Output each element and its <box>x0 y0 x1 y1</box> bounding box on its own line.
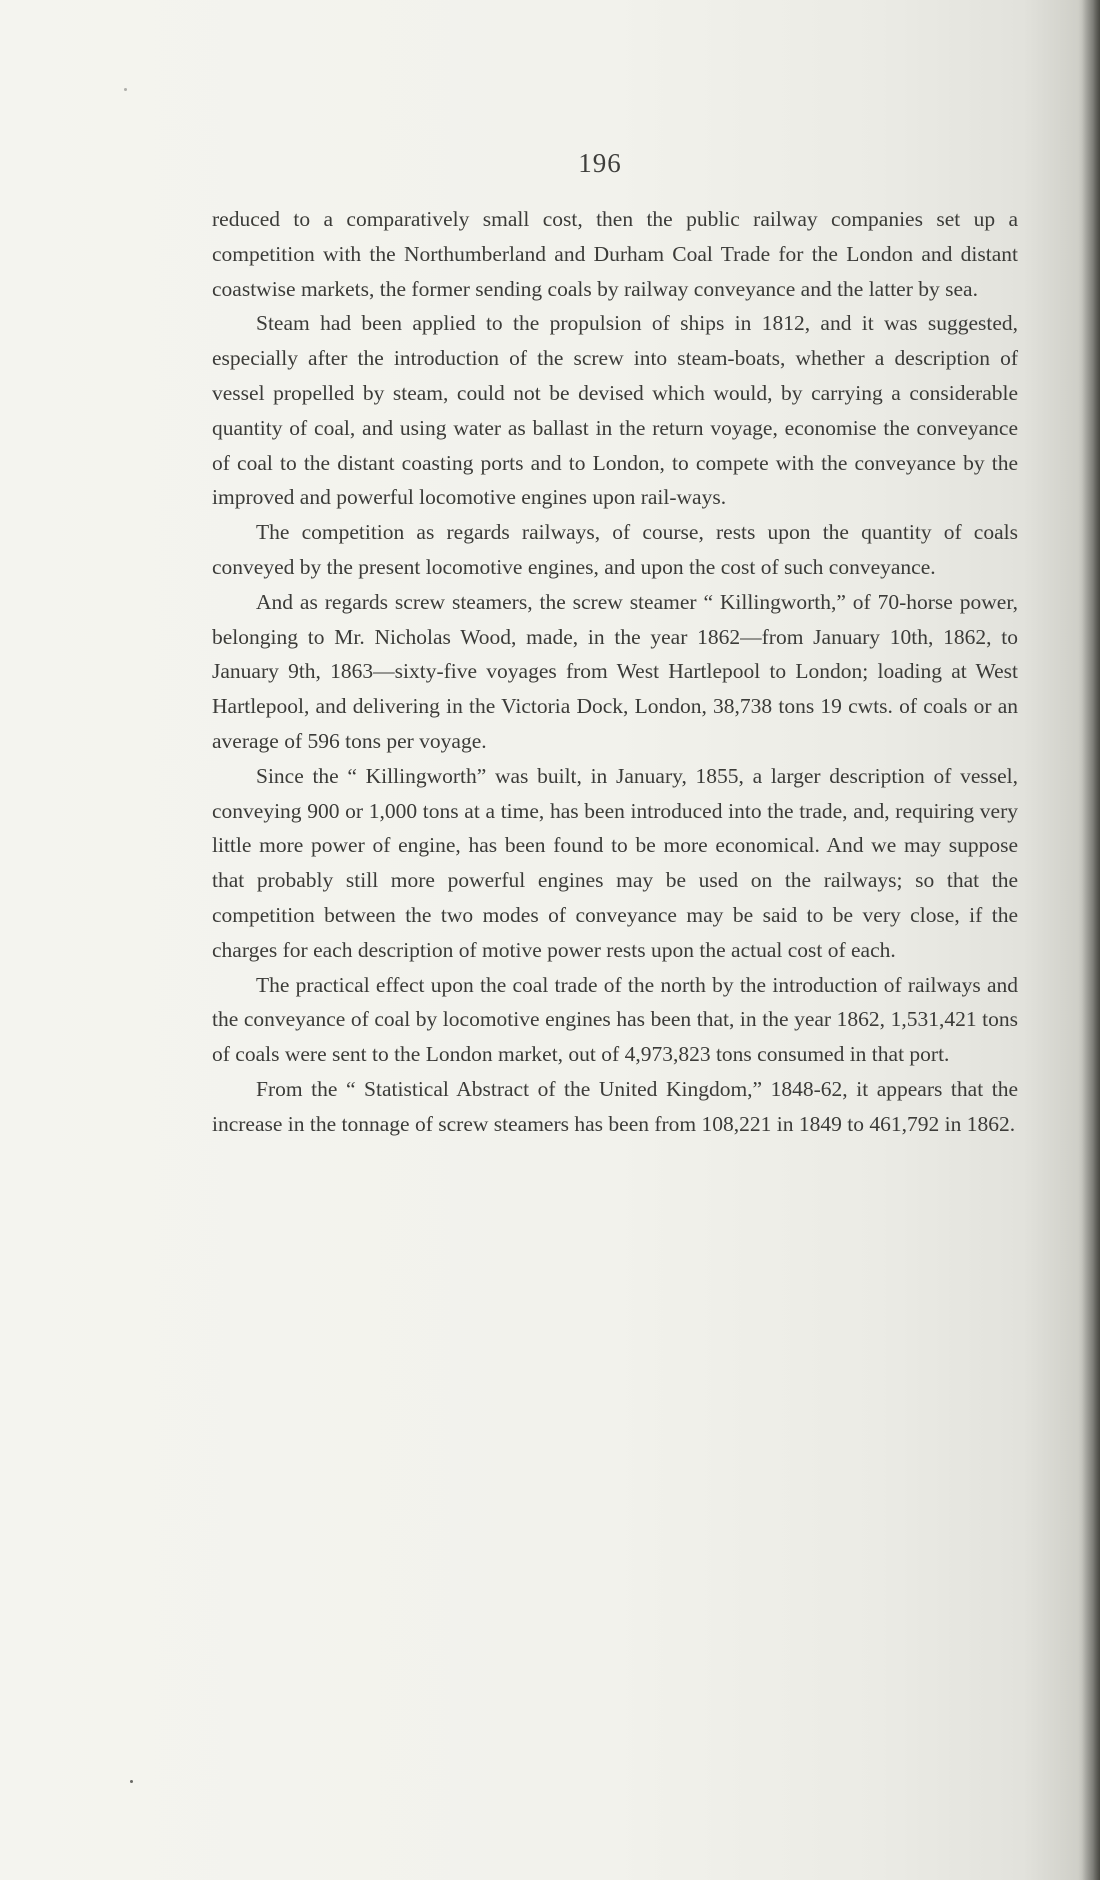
paragraph-3: The competition as regards railways, of course, rests upon the quantity of coals conveyed by the present locomotive engines, and upon the cost of such conveyance. <box>212 520 1018 579</box>
paragraph-2: Steam had been applied to the propulsion of ships in 1812, and it was suggested, especially after the introduction of the screw into steam-boats, whether a description of vessel propelled by steam, could not be devised which would, by carrying a considerable quantity of coal, and using water as ballast in the return voyage, economise the conveyance of coal to the distant coasting ports and to London, to compete with the conveyance by the improved and powerful locomotive engines upon rail-ways. <box>212 311 1018 510</box>
paragraph-6: The practical effect upon the coal trade of the north by the introduction of railways and the conveyance of coal by locomotive engines has been that, in the year 1862, 1,531,421 tons of coals were sent to the London market, out of 4,973,823 tons consumed in that port. <box>212 972 1018 1067</box>
paper-speck <box>130 1780 133 1783</box>
body-text <box>212 202 1018 1142</box>
paragraph-7: From the “ Statistical Abstract of the United Kingdom,” 1848-62, it appears that the increase in the tonnage of screw steamers has been from 108,221 in 1849 to 461,792 in 1862. <box>212 1076 1018 1136</box>
page-edge-shadow <box>1082 0 1100 1880</box>
paragraph-1: reduced to a comparatively small cost, then the public railway companies set up a competition with the Northumberland and Durham Coal Trade for the London and distant coastwise markets, the former sending coals by railway conveyance and the latter by sea. <box>212 207 1018 301</box>
paragraph-5: Since the “ Killingworth” was built, in January, 1855, a larger description of vessel, conveying 900 or 1,000 tons at a time, has been introduced into the trade, and, requiring very little more power of engine, has been found to be more economical. And we may suppose that probably still more powerful engines may be used on the railways; so that the competition between the two modes of conveyance may be said to be very close, if the charges for each description of motive power rests upon the actual cost of each. <box>212 763 1018 962</box>
paper-speck <box>124 88 127 91</box>
page-number: 196 <box>578 148 622 178</box>
paragraph-4: And as regards screw steamers, the screw steamer “ Killingworth,” of 70-horse power, belonging to Mr. Nicholas Wood, made, in the year 1862—from January 10th, 1862, to January 9th, 1863—sixty-five voyages from West Hartlepool to London; loading at West Hartlepool, and delivering in the Victoria Dock, London, 38,738 tons 19 cwts. of coals or an average of 596 tons per voyage. <box>212 589 1018 753</box>
